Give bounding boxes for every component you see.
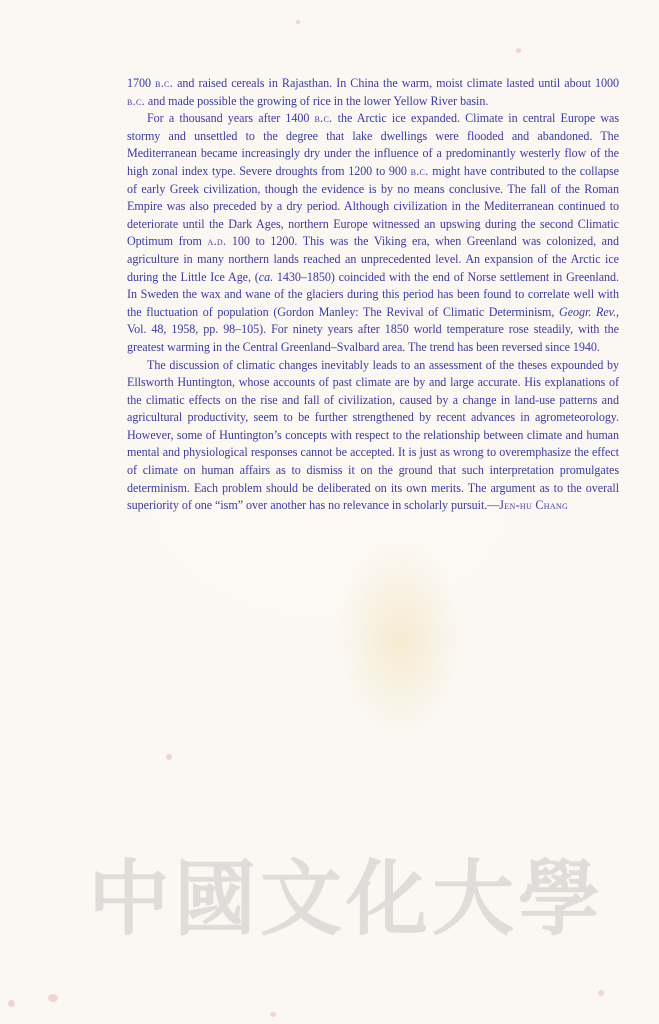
- stain-speck: [598, 990, 604, 996]
- paragraph: [127, 75, 619, 110]
- text-run: 100 to 1200. This was the Viking era, when Greenland was colonized, and agriculture in many northern lands reached an unprecedented level. An expansion of the Arctic ice during the Little Ice Age, (: [127, 234, 619, 284]
- stain-speck: [8, 1000, 15, 1007]
- italic-text: Geogr. Rev.,: [559, 304, 619, 319]
- small-caps-text: b.c.: [155, 76, 174, 90]
- text-run: The discussion of climatic changes inevitably leads to an assessment of the theses expounded by Ellsworth Huntington, whose accounts of past climate are by and large accurate. His explanations of the climatic effects on the rise and fall of civilization, caused by a change in land-use patterns and agricultural productivity, seem to be further strengthened by recent advances in agrometeorology. However, some of Huntington’s concepts with respect to the relationship between climate and human mental and physiological responses cannot be accepted. It is just as wrong to overemphasize the effect of climate on human affairs as to dismiss it on the ground that such interpretation promulgates determinism. Each problem should be deliberated on its own merits. The argument as to the overall superiority of one “ism” over another has no relevance in scholarly pursuit.—: [127, 357, 619, 513]
- stain-speck: [166, 754, 172, 760]
- italic-text: ca.: [258, 269, 274, 284]
- stain-speck: [516, 48, 521, 53]
- stain-speck: [296, 20, 300, 24]
- small-caps-text: Jen-hu Chang: [499, 498, 569, 513]
- stain-speck: [270, 1012, 276, 1017]
- text-run: and raised cereals in Rajasthan. In China the warm, moist climate lasted until about 1000: [173, 76, 619, 90]
- small-caps-text: b.c.: [410, 163, 429, 178]
- text-run: 1430–1850) coincided with the end of Norse settlement in Greenland. In Sweden the wax and wane of the glaciers during this period has been found to correlate well with the fluctuation of population (Gordon Manley: The Revival of Climatic Determinism,: [127, 269, 619, 319]
- paragraph: [127, 357, 619, 515]
- text-run: and made possible the growing of rice in the lower Yellow River basin.: [144, 93, 489, 108]
- stain-speck: [48, 994, 58, 1002]
- small-caps-text: b.c.: [127, 93, 145, 108]
- text-run: For a thousand years after 1400: [147, 111, 315, 126]
- body-text: [127, 75, 619, 515]
- text-run: might have contributed to the collapse of early Greek civilization, though the evidence is by no means conclusive. The fall of the Roman Empire was also preceded by a dry period. Although civilization in the Mediterranean continued to deteriorate until the Dark Ages, northern Europe witnessed an upswing during the second Climatic Optimum from: [127, 163, 619, 249]
- university-watermark: 中國文化大學: [88, 852, 605, 947]
- paragraph: [127, 110, 619, 356]
- text-run: the Arctic ice expanded. Climate in central Europe was stormy and unsettled to the degree that lake dwellings were flooded and abandoned. The Mediterranean became increasingly dry under the influence of a predominantly westerly flow of the high zonal index type. Severe droughts from 1200 to 900: [127, 111, 619, 178]
- small-caps-text: b.c.: [314, 111, 333, 126]
- text-run: Vol. 48, 1958, pp. 98–105). For ninety years after 1850 world temperature rose steadily, with the greatest warming in the Central Greenland–Svalbard area. The trend has been reversed since 1940.: [127, 322, 619, 354]
- text-run: 1700: [127, 76, 156, 90]
- small-caps-text: a.d.: [207, 234, 227, 249]
